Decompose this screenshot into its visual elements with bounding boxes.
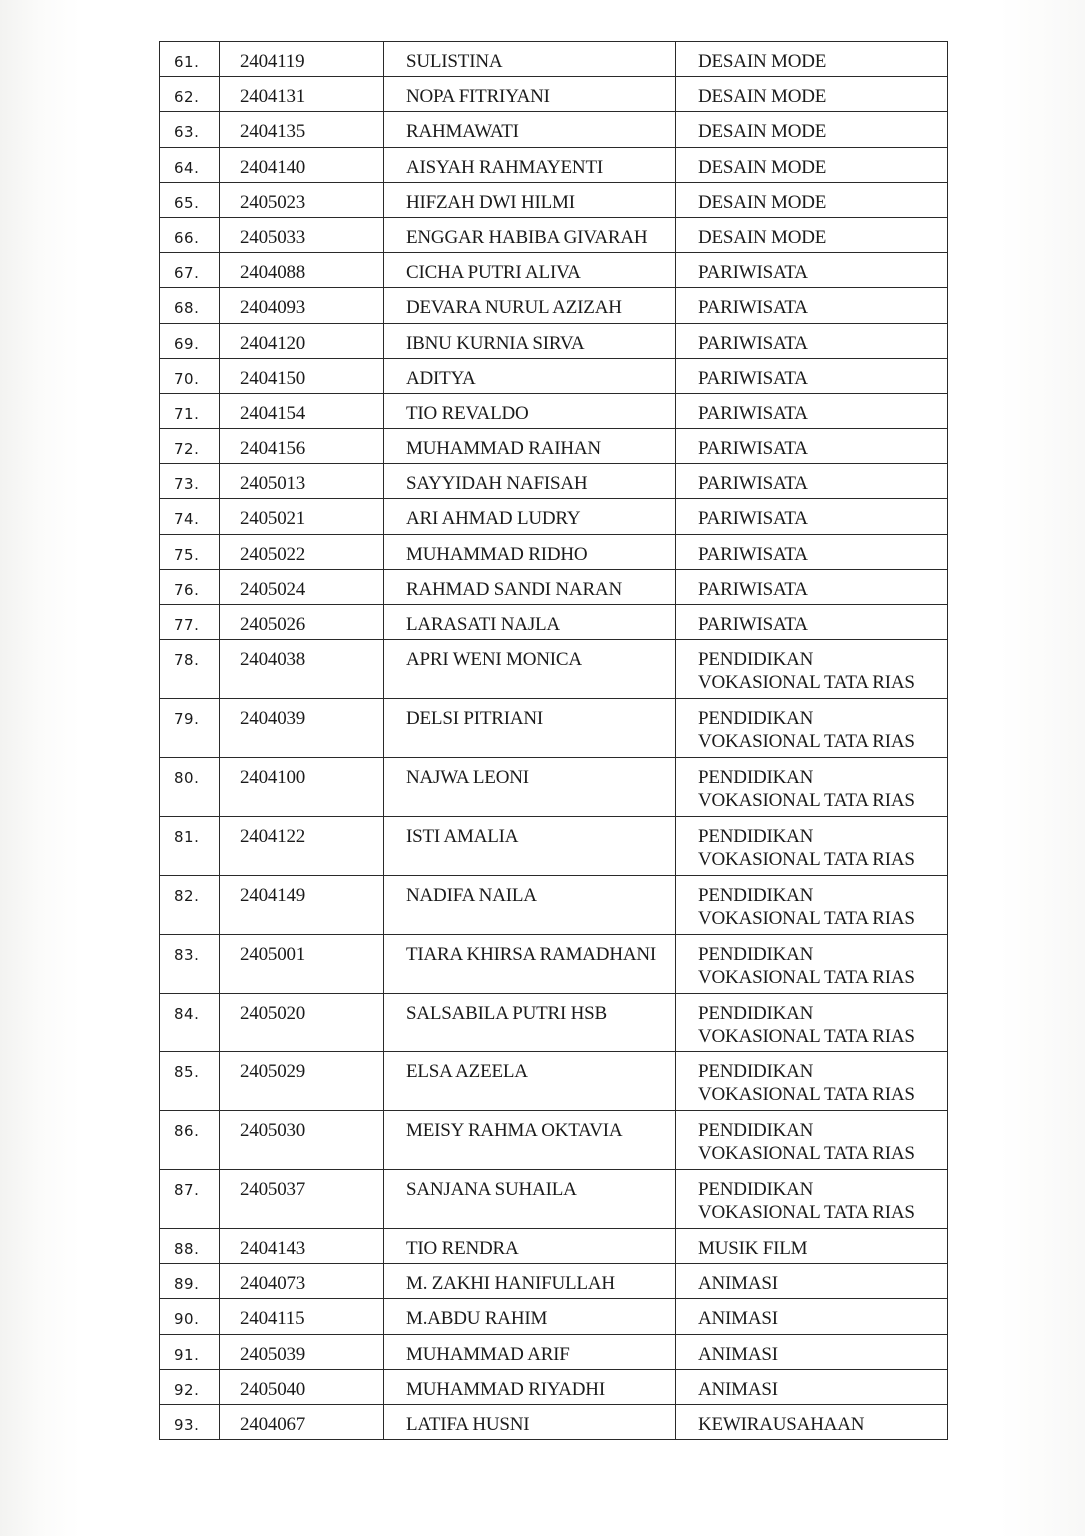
table-row (160, 217, 948, 252)
study-program-line: VOKASIONAL TATA RIAS (698, 966, 915, 988)
study-program-cell (676, 1369, 948, 1404)
table-row (160, 640, 948, 699)
student-id-cell: 2404093 (220, 288, 384, 323)
row-number-cell: 65. (160, 182, 220, 217)
study-program-line: VOKASIONAL TATA RIAS (698, 789, 915, 811)
row-number-cell: 70. (160, 358, 220, 393)
student-name-cell: RAHMAWATI (384, 112, 676, 147)
row-number-cell: 79. (160, 699, 220, 758)
row-number-cell: 91. (160, 1334, 220, 1369)
row-number-cell: 82. (160, 875, 220, 934)
study-program-line: VOKASIONAL TATA RIAS (698, 1143, 915, 1165)
study-program-cell (676, 534, 948, 569)
table-row (160, 934, 948, 993)
study-program-cell (676, 934, 948, 993)
table-row (160, 112, 948, 147)
study-program-line: KEWIRAUSAHAAN (698, 1414, 865, 1436)
study-program-line: VOKASIONAL TATA RIAS (698, 1202, 915, 1224)
row-number-cell: 66. (160, 217, 220, 252)
row-number-cell: 80. (160, 757, 220, 816)
table-row (160, 288, 948, 323)
study-program-line: ANIMASI (698, 1273, 778, 1295)
row-number-cell: 86. (160, 1111, 220, 1170)
study-program-cell (676, 605, 948, 640)
study-program-line: DESAIN MODE (698, 191, 827, 213)
study-program-line: MUSIK FILM (698, 1238, 808, 1260)
student-name-cell: ADITYA (384, 358, 676, 393)
study-program-cell (676, 464, 948, 499)
student-name-cell: NAJWA LEONI (384, 757, 676, 816)
student-id-cell: 2404115 (220, 1299, 384, 1334)
study-program-cell (676, 816, 948, 875)
row-number-cell: 67. (160, 253, 220, 288)
student-id-cell: 2404119 (220, 42, 384, 77)
study-program-line: DESAIN MODE (698, 156, 827, 178)
student-name-cell: MUHAMMAD RIYADHI (384, 1369, 676, 1404)
study-program-cell (676, 358, 948, 393)
study-program-cell (676, 1052, 948, 1111)
table-row (160, 182, 948, 217)
study-program-cell (676, 993, 948, 1052)
student-name-cell: TIO RENDRA (384, 1229, 676, 1264)
table-row (160, 569, 948, 604)
student-name-cell: TIO REVALDO (384, 393, 676, 428)
study-program-cell (676, 42, 948, 77)
row-number-cell: 71. (160, 393, 220, 428)
student-id-cell: 2404120 (220, 323, 384, 358)
row-number-cell: 76. (160, 569, 220, 604)
table-row (160, 757, 948, 816)
study-program-line: PENDIDIKAN (698, 825, 814, 847)
student-id-cell: 2404039 (220, 699, 384, 758)
student-id-cell: 2404088 (220, 253, 384, 288)
study-program-line: VOKASIONAL TATA RIAS (698, 848, 915, 870)
study-program-line: DESAIN MODE (698, 51, 827, 72)
study-program-line: VOKASIONAL TATA RIAS (698, 1025, 915, 1047)
table-row (160, 1369, 948, 1404)
table-row (160, 393, 948, 428)
row-number-cell: 81. (160, 816, 220, 875)
student-name-cell: DEVARA NURUL AZIZAH (384, 288, 676, 323)
table-row (160, 816, 948, 875)
row-number-cell: 89. (160, 1264, 220, 1299)
student-id-cell: 2405039 (220, 1334, 384, 1369)
table-row (160, 253, 948, 288)
study-program-line: PENDIDIKAN (698, 1061, 814, 1083)
student-name-cell: IBNU KURNIA SIRVA (384, 323, 676, 358)
row-number-cell: 85. (160, 1052, 220, 1111)
study-program-line: DESAIN MODE (698, 121, 827, 143)
row-number-cell: 69. (160, 323, 220, 358)
row-number-cell: 90. (160, 1299, 220, 1334)
study-program-line: DESAIN MODE (698, 226, 827, 248)
study-program-line: PARIWISATA (698, 402, 808, 424)
student-name-cell: ENGGAR HABIBA GIVARAH (384, 217, 676, 252)
study-program-line: PARIWISATA (698, 614, 808, 635)
student-id-cell: 2405040 (220, 1369, 384, 1404)
student-table-body (160, 42, 948, 1440)
row-number-cell: 78. (160, 640, 220, 699)
study-program-line: PENDIDIKAN (698, 1120, 814, 1142)
study-program-line: PENDIDIKAN (698, 649, 814, 671)
row-number-cell: 63. (160, 112, 220, 147)
student-id-cell: 2405033 (220, 217, 384, 252)
study-program-cell (676, 1334, 948, 1369)
student-id-cell: 2404038 (220, 640, 384, 699)
table-row (160, 1264, 948, 1299)
student-id-cell: 2405021 (220, 499, 384, 534)
study-program-cell (676, 1405, 948, 1440)
student-name-cell: MUHAMMAD ARIF (384, 1334, 676, 1369)
student-name-cell: APRI WENI MONICA (384, 640, 676, 699)
study-program-cell (676, 147, 948, 182)
table-row (160, 699, 948, 758)
student-id-cell: 2405030 (220, 1111, 384, 1170)
student-id-cell: 2404154 (220, 393, 384, 428)
table-row (160, 1229, 948, 1264)
table-row (160, 429, 948, 464)
study-program-line: PENDIDIKAN (698, 943, 814, 965)
student-name-cell: AISYAH RAHMAYENTI (384, 147, 676, 182)
study-program-line: VOKASIONAL TATA RIAS (698, 672, 915, 694)
row-number-cell: 64. (160, 147, 220, 182)
student-name-cell: CICHA PUTRI ALIVA (384, 253, 676, 288)
study-program-cell (676, 1170, 948, 1229)
study-program-line: PARIWISATA (698, 473, 808, 495)
study-program-cell (676, 112, 948, 147)
student-name-cell: ISTI AMALIA (384, 816, 676, 875)
study-program-cell (676, 757, 948, 816)
student-name-cell: NADIFA NAILA (384, 875, 676, 934)
table-row (160, 1170, 948, 1229)
row-number-cell: 88. (160, 1229, 220, 1264)
student-id-cell: 2405023 (220, 182, 384, 217)
table-row (160, 77, 948, 112)
row-number-cell: 75. (160, 534, 220, 569)
study-program-line: VOKASIONAL TATA RIAS (698, 907, 915, 929)
study-program-line: PARIWISATA (698, 508, 808, 530)
study-program-cell (676, 1299, 948, 1334)
study-program-cell (676, 499, 948, 534)
study-program-cell (676, 429, 948, 464)
student-name-cell: ARI AHMAD LUDRY (384, 499, 676, 534)
row-number-cell: 84. (160, 993, 220, 1052)
table-row (160, 1334, 948, 1369)
study-program-line: PENDIDIKAN (698, 1179, 814, 1201)
student-name-cell: DELSI PITRIANI (384, 699, 676, 758)
student-name-cell: LATIFA HUSNI (384, 1405, 676, 1440)
study-program-line: PENDIDIKAN (698, 884, 814, 906)
student-name-cell: MUHAMMAD RIDHO (384, 534, 676, 569)
student-name-cell: SULISTINA (384, 42, 676, 77)
student-name-cell: SANJANA SUHAILA (384, 1170, 676, 1229)
student-id-cell: 2405020 (220, 993, 384, 1052)
table-row (160, 499, 948, 534)
student-id-cell: 2404135 (220, 112, 384, 147)
study-program-cell (676, 699, 948, 758)
study-program-line: VOKASIONAL TATA RIAS (698, 731, 915, 753)
row-number-cell: 77. (160, 605, 220, 640)
study-program-cell (676, 393, 948, 428)
row-number-cell: 72. (160, 429, 220, 464)
study-program-cell (676, 288, 948, 323)
student-id-cell: 2404149 (220, 875, 384, 934)
table-row (160, 464, 948, 499)
student-id-cell: 2405022 (220, 534, 384, 569)
study-program-cell (676, 640, 948, 699)
row-number-cell: 73. (160, 464, 220, 499)
student-name-cell: MEISY RAHMA OKTAVIA (384, 1111, 676, 1170)
row-number-cell: 87. (160, 1170, 220, 1229)
student-name-cell: LARASATI NAJLA (384, 605, 676, 640)
study-program-cell (676, 182, 948, 217)
student-id-cell: 2405013 (220, 464, 384, 499)
student-id-cell: 2404073 (220, 1264, 384, 1299)
student-name-cell: NOPA FITRIYANI (384, 77, 676, 112)
student-name-cell: M. ZAKHI HANIFULLAH (384, 1264, 676, 1299)
row-number-cell: 92. (160, 1369, 220, 1404)
row-number-cell: 68. (160, 288, 220, 323)
student-name-cell: MUHAMMAD RAIHAN (384, 429, 676, 464)
table-row (160, 147, 948, 182)
study-program-line: VOKASIONAL TATA RIAS (698, 1084, 915, 1106)
student-name-cell: SALSABILA PUTRI HSB (384, 993, 676, 1052)
table-row (160, 1052, 948, 1111)
study-program-line: PARIWISATA (698, 262, 808, 284)
student-id-cell: 2404156 (220, 429, 384, 464)
student-id-cell: 2404067 (220, 1405, 384, 1440)
student-id-cell: 2405026 (220, 605, 384, 640)
study-program-line: PARIWISATA (698, 578, 808, 600)
student-id-cell: 2404150 (220, 358, 384, 393)
study-program-cell (676, 1111, 948, 1170)
study-program-line: ANIMASI (698, 1308, 778, 1330)
table-row (160, 993, 948, 1052)
table-row (160, 323, 948, 358)
study-program-cell (676, 253, 948, 288)
study-program-line: PARIWISATA (698, 367, 808, 389)
table-row (160, 42, 948, 77)
study-program-cell (676, 875, 948, 934)
study-program-cell (676, 569, 948, 604)
study-program-line: DESAIN MODE (698, 86, 827, 108)
row-number-cell: 93. (160, 1405, 220, 1440)
student-name-cell: M.ABDU RAHIM (384, 1299, 676, 1334)
student-id-cell: 2404122 (220, 816, 384, 875)
study-program-line: PARIWISATA (698, 332, 808, 354)
table-row (160, 1299, 948, 1334)
student-id-cell: 2405024 (220, 569, 384, 604)
study-program-cell (676, 323, 948, 358)
study-program-line: PENDIDIKAN (698, 766, 814, 788)
study-program-line: ANIMASI (698, 1378, 778, 1400)
study-program-line: PENDIDIKAN (698, 1002, 814, 1024)
table-row (160, 1405, 948, 1440)
row-number-cell: 74. (160, 499, 220, 534)
table-row (160, 1111, 948, 1170)
table-row (160, 358, 948, 393)
student-table (159, 41, 948, 1440)
row-number-cell: 83. (160, 934, 220, 993)
study-program-line: PARIWISATA (698, 438, 808, 460)
student-name-cell: HIFZAH DWI HILMI (384, 182, 676, 217)
study-program-cell (676, 77, 948, 112)
student-id-cell: 2404140 (220, 147, 384, 182)
table-row (160, 534, 948, 569)
student-name-cell: ELSA AZEELA (384, 1052, 676, 1111)
student-name-cell: SAYYIDAH NAFISAH (384, 464, 676, 499)
study-program-line: PARIWISATA (698, 297, 808, 319)
student-id-cell: 2404143 (220, 1229, 384, 1264)
row-number-cell: 61. (160, 42, 220, 77)
student-id-cell: 2404100 (220, 757, 384, 816)
student-name-cell: RAHMAD SANDI NARAN (384, 569, 676, 604)
study-program-line: PENDIDIKAN (698, 708, 814, 730)
row-number-cell: 62. (160, 77, 220, 112)
table-row (160, 605, 948, 640)
study-program-line: PARIWISATA (698, 543, 808, 565)
student-id-cell: 2405029 (220, 1052, 384, 1111)
student-id-cell: 2405037 (220, 1170, 384, 1229)
study-program-cell (676, 1229, 948, 1264)
study-program-line: ANIMASI (698, 1343, 778, 1365)
student-id-cell: 2405001 (220, 934, 384, 993)
study-program-cell (676, 1264, 948, 1299)
table-row (160, 875, 948, 934)
study-program-cell (676, 217, 948, 252)
student-id-cell: 2404131 (220, 77, 384, 112)
student-name-cell: TIARA KHIRSA RAMADHANI (384, 934, 676, 993)
